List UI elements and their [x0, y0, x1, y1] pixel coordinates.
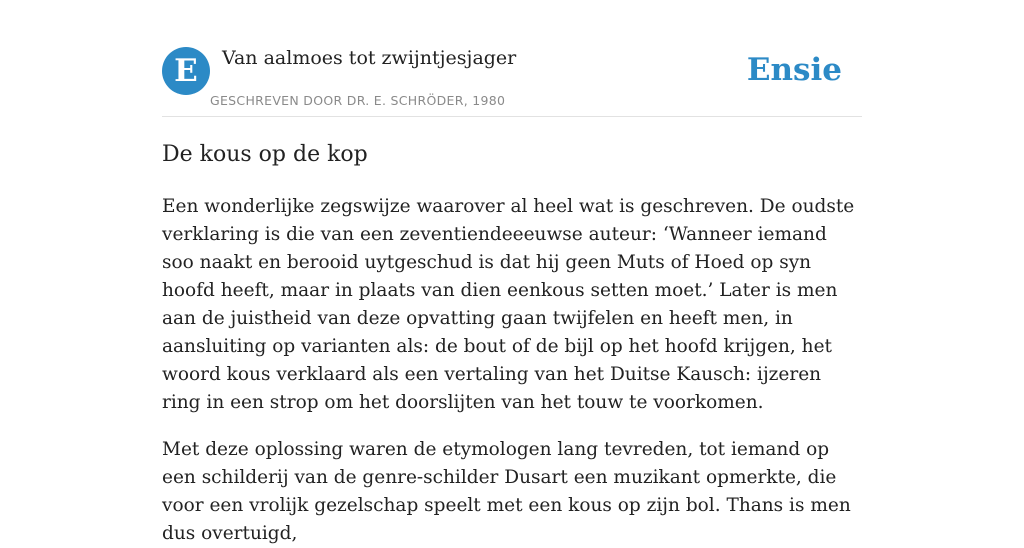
- article: [162, 140, 862, 548]
- brand-logo-link[interactable]: Ensie: [746, 52, 842, 88]
- header: [162, 46, 862, 117]
- ensie-logo-icon[interactable]: E: [162, 47, 210, 95]
- article-title: De kous op de kop: [162, 142, 368, 167]
- book-title[interactable]: Van aalmoes tot zwijntjesjager: [222, 47, 517, 69]
- article-paragraph: Met deze oplossing waren de etymologen lang tevreden, tot iemand op een schilderij van de genre-schilder Dusart een muzikant opmerkte, die voor een vrolijk gezelschap speelt met een kous op zijn bol. Thans is men dus overtuigd,: [162, 439, 851, 544]
- article-paragraph: Een wonderlijke zegswijze waarover al heel wat is geschreven. De oudste verklaring is die van een zeventiendeeeuwse auteur: ‘Wanneer iemand soo naakt en berooid uytgeschud is dat hij geen Muts of Hoed op syn hoofd heeft, maar in plaats van dien eenkous setten moet.’ Later is men aan de juistheid van deze opvatting gaan twijfelen en heeft men, in aansluiting op varianten als: de bout of de bijl op het hoofd krijgen, het woord kous verklaard als een vertaling van het Duitse Kausch: ijzeren ring in een strop om het doorslijten van het touw te voorkomen.: [162, 196, 855, 413]
- author-byline: GESCHREVEN DOOR DR. E. SCHRÖDER, 1980: [210, 93, 506, 108]
